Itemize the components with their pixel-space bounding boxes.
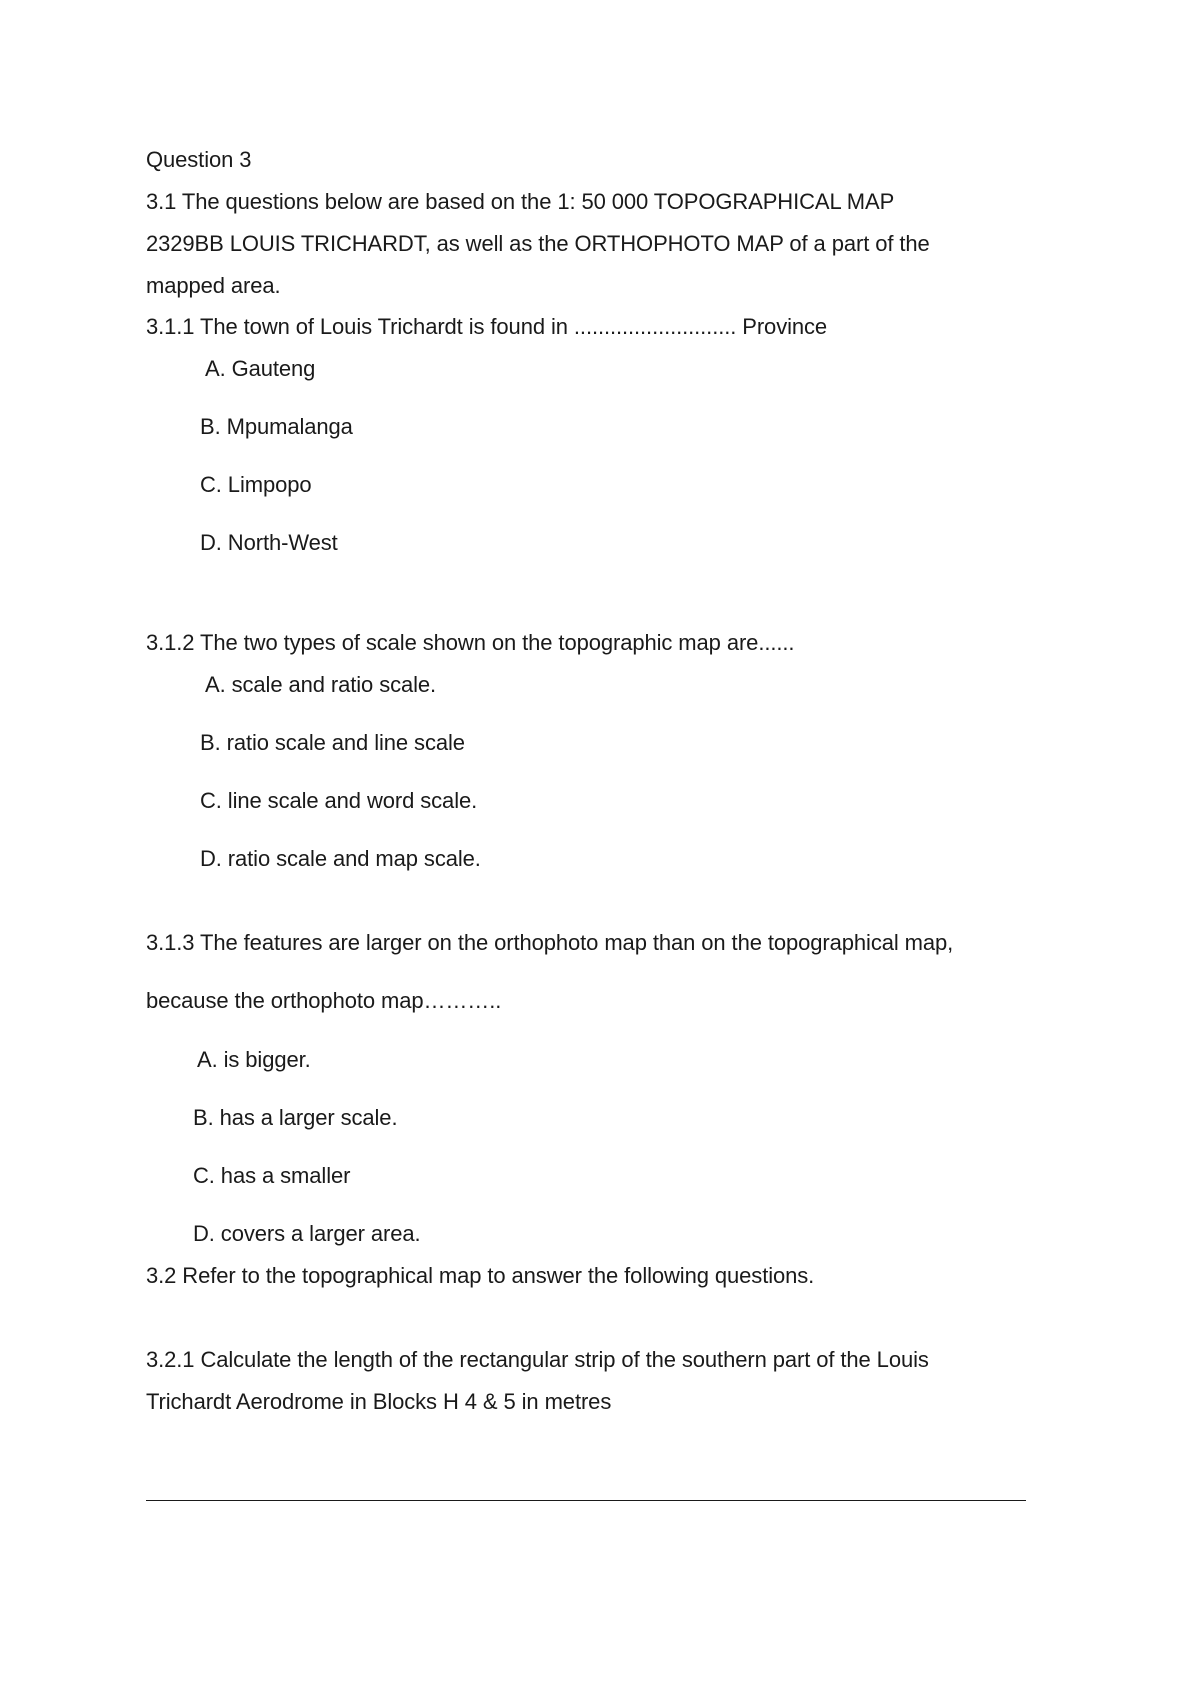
q3-1-intro-line-1: 3.1 The questions below are based on the 1: 50 000 TOPOGRAPHICAL MAP <box>146 189 895 214</box>
q3-1-intro-line-2: 2329BB LOUIS TRICHARDT, as well as the ORTHOPHOTO MAP of a part of the <box>146 231 930 256</box>
q3-1-1-option-c: C. Limpopo <box>200 472 312 497</box>
q3-1-2-option-b: B. ratio scale and line scale <box>200 730 465 755</box>
q3-1-1-option-d: D. North-West <box>200 530 338 555</box>
q3-1-2-option-a: A. scale and ratio scale. <box>205 672 437 697</box>
q3-1-3-option-d: D. covers a larger area. <box>193 1221 421 1246</box>
q3-1-1-stem: 3.1.1 The town of Louis Trichardt is found in ........................... Province <box>146 314 828 339</box>
q3-2-1-stem-line-2: Trichardt Aerodrome in Blocks H 4 & 5 in metres <box>146 1389 612 1414</box>
answer-line[interactable] <box>146 1500 1026 1501</box>
q3-1-3-stem-line-2: because the orthophoto map……….. <box>146 988 502 1013</box>
q3-1-2-option-c: C. line scale and word scale. <box>200 788 478 813</box>
q3-1-2-stem: 3.1.2 The two types of scale shown on the topographic map are...... <box>146 630 795 655</box>
question-title: Question 3 <box>146 147 252 172</box>
q3-1-3-option-a: A. is bigger. <box>197 1047 311 1072</box>
q3-1-3-stem-line-1: 3.1.3 The features are larger on the orthophoto map than on the topographical map, <box>146 930 954 955</box>
q3-1-intro-line-3: mapped area. <box>146 273 281 298</box>
q3-1-3-option-c: C. has a smaller <box>193 1163 351 1188</box>
q3-2-1-stem-line-1: 3.2.1 Calculate the length of the rectangular strip of the southern part of the Louis <box>146 1347 929 1372</box>
q3-1-1-option-b: B. Mpumalanga <box>200 414 353 439</box>
q3-2-intro: 3.2 Refer to the topographical map to answer the following questions. <box>146 1263 815 1288</box>
q3-1-2-option-d: D. ratio scale and map scale. <box>200 846 481 871</box>
q3-1-1-option-a: A. Gauteng <box>205 356 316 381</box>
q3-1-3-option-b: B. has a larger scale. <box>193 1105 398 1130</box>
